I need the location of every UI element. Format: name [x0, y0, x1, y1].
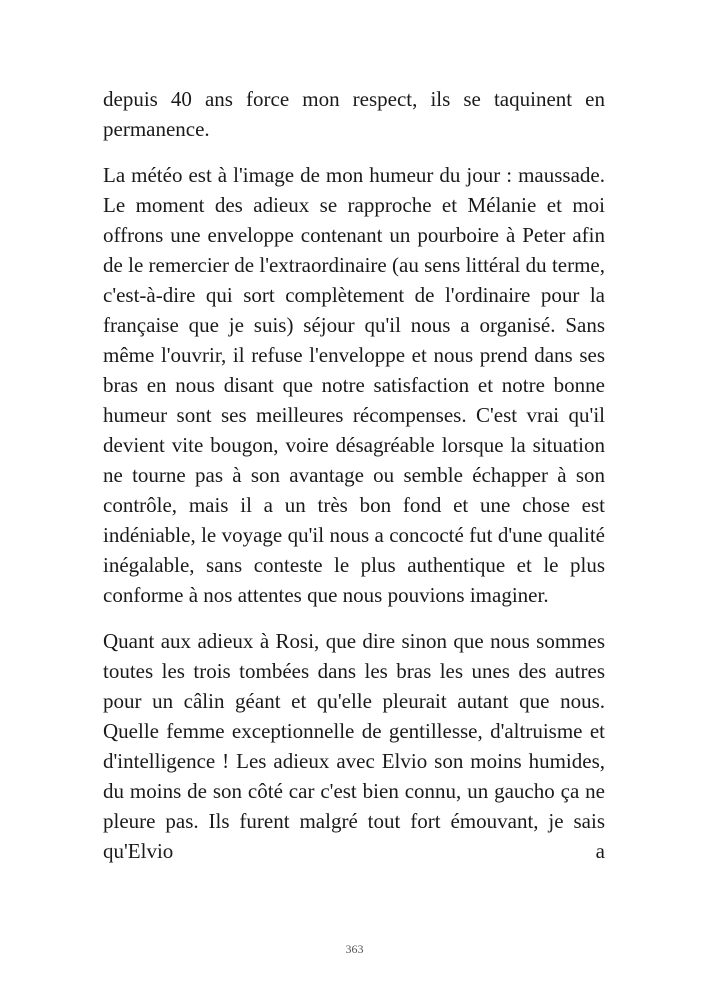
paragraph-3: Quant aux adieux à Rosi, que dire sinon que nous sommes toutes les trois tombées dans les bras les unes des autres pour un câlin géant et qu'elle pleurait autant que nous. Quelle femme exceptionnelle de gentillesse, d'altruisme et d'intelligence ! Les adieux avec Elvio son moins humides, du moins de son côté car c'est bien connu, un gaucho ça ne pleure pas. Ils furent malgré tout fort émouvant, je sais qu'Elvio a [103, 629, 605, 863]
paragraph-1: depuis 40 ans force mon respect, ils se taquinent en permanence. [103, 87, 605, 141]
paragraph-2: La météo est à l'image de mon humeur du jour : maussade. Le moment des adieux se rapproche et Mélanie et moi offrons une enveloppe contenant un pourboire à Peter afin de le remercier de l'extraordinaire (au sens littéral du terme, c'est-à-dire qui sort complètement de l'ordinaire pour la française que je suis) séjour qu'il nous a organisé. Sans même l'ouvrir, il refuse l'enveloppe et nous prend dans ses bras en nous disant que notre satisfaction et notre bonne humeur sont ses meilleures récompenses. C'est vrai qu'il devient vite bougon, voire désagréable lorsque la situation ne tourne pas à son avantage ou semble échapper à son contrôle, mais il a un très bon fond et une chose est indéniable, le voyage qu'il nous a concocté fut d'une qualité inégalable, sans conteste le plus authentique et le plus conforme à nos attentes que nous pouvions imaginer. [103, 163, 605, 607]
page-number: 363 [345, 942, 364, 956]
page-body [103, 84, 605, 882]
